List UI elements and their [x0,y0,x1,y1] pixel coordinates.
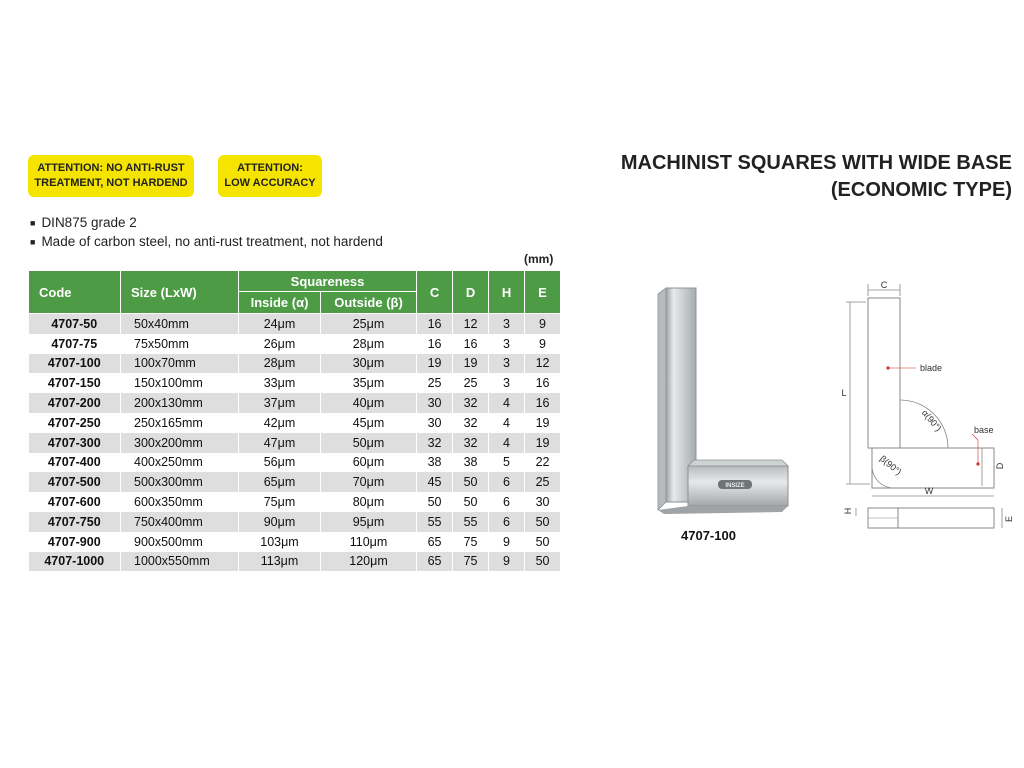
row-d: 50 [453,472,489,492]
square-product-photo [654,284,794,524]
row-h: 6 [489,512,525,532]
row-c: 16 [417,314,453,334]
header-squareness: Squareness [239,271,417,292]
row-code: 4707-600 [29,492,121,512]
row-h: 6 [489,492,525,512]
base-shadow-shape [658,506,788,514]
row-d: 12 [453,314,489,334]
title-line1: MACHINIST SQUARES WITH WIDE BASE [620,152,1012,174]
row-code: 4707-750 [29,512,121,532]
badge-rust-line2: TREATMENT, NOT HARDEND [34,177,188,189]
row-size: 1000x550mm [121,552,239,572]
row-size: 75x50mm [121,334,239,354]
row-c: 16 [417,334,453,354]
row-outside: 70μm [321,472,417,492]
row-c: 65 [417,552,453,572]
row-inside: 65μm [239,472,321,492]
spec-table-body [29,314,561,572]
row-inside: 24μm [239,314,321,334]
header-e: E [525,271,561,314]
row-e: 50 [525,552,561,572]
row-c: 55 [417,512,453,532]
row-size: 300x200mm [121,433,239,453]
blade-label: blade [920,363,943,373]
table-row [29,453,561,473]
row-c: 30 [417,413,453,433]
row-inside: 33μm [239,373,321,393]
row-c: 65 [417,532,453,552]
row-inside: 26μm [239,334,321,354]
row-outside: 25μm [321,314,417,334]
spec-table [28,270,561,571]
row-outside: 35μm [321,373,417,393]
attention-low-accuracy-badge [218,155,322,197]
row-code: 4707-1000 [29,552,121,572]
row-outside: 80μm [321,492,417,512]
row-d: 75 [453,552,489,572]
row-d: 75 [453,532,489,552]
dimension-diagram [832,276,1022,546]
title-line2: (ECONOMIC TYPE) [830,179,1012,201]
table-row [29,532,561,552]
row-e: 9 [525,334,561,354]
badge-rust-line1: ATTENTION: NO ANTI-RUST [37,162,185,174]
row-d: 16 [453,334,489,354]
row-outside: 110μm [321,532,417,552]
dim-h-label: H [843,507,853,515]
row-e: 25 [525,472,561,492]
row-e: 30 [525,492,561,512]
row-outside: 120μm [321,552,417,572]
row-d: 50 [453,492,489,512]
row-code: 4707-900 [29,532,121,552]
row-size: 200x130mm [121,393,239,413]
row-outside: 95μm [321,512,417,532]
row-code: 4707-500 [29,472,121,492]
table-row [29,472,561,492]
row-e: 19 [525,413,561,433]
row-h: 5 [489,453,525,473]
row-size: 900x500mm [121,532,239,552]
table-row [29,492,561,512]
row-code: 4707-150 [29,373,121,393]
table-row [29,393,561,413]
row-h: 6 [489,472,525,492]
row-inside: 103μm [239,532,321,552]
row-e: 50 [525,512,561,532]
row-c: 38 [417,453,453,473]
table-row [29,512,561,532]
row-size: 50x40mm [121,314,239,334]
row-h: 4 [489,413,525,433]
row-code: 4707-400 [29,453,121,473]
row-d: 25 [453,373,489,393]
page-title [621,150,1012,204]
feature-item: ■ Made of carbon steel, no anti-rust treatment, not hardend [30,233,383,252]
row-code: 4707-75 [29,334,121,354]
row-code: 4707-250 [29,413,121,433]
row-code: 4707-100 [29,354,121,374]
row-d: 38 [453,453,489,473]
header-h: H [489,271,525,314]
dim-w-label: W [924,486,934,496]
row-h: 3 [489,354,525,374]
row-e: 50 [525,532,561,552]
header-size: Size (LxW) [121,271,239,314]
row-outside: 28μm [321,334,417,354]
feature-list [30,214,383,252]
table-row [29,373,561,393]
badge-accuracy-line2: LOW ACCURACY [224,177,316,189]
row-size: 400x250mm [121,453,239,473]
row-h: 3 [489,314,525,334]
row-e: 12 [525,354,561,374]
row-inside: 90μm [239,512,321,532]
alpha-label: α(90°) [919,407,944,434]
row-d: 55 [453,512,489,532]
table-row [29,334,561,354]
row-e: 9 [525,314,561,334]
brand-logo-text: INSIZE [725,483,745,489]
row-c: 45 [417,472,453,492]
dim-e-label: E [1004,515,1014,523]
badge-accuracy-line1: ATTENTION: [237,162,303,174]
row-c: 19 [417,354,453,374]
table-row [29,433,561,453]
side-view-base [898,508,994,528]
row-inside: 37μm [239,393,321,413]
dim-d-label: D [995,462,1005,470]
row-d: 32 [453,433,489,453]
table-row [29,354,561,374]
header-outside: Outside (β) [321,292,417,314]
row-e: 19 [525,433,561,453]
row-h: 9 [489,552,525,572]
base-top-shape [688,460,788,466]
row-c: 30 [417,393,453,413]
row-size: 250x165mm [121,413,239,433]
row-inside: 56μm [239,453,321,473]
base-label: base [974,425,994,435]
attention-no-anti-rust-badge [28,155,194,197]
row-size: 100x70mm [121,354,239,374]
table-row [29,314,561,334]
table-row [29,413,561,433]
row-c: 25 [417,373,453,393]
row-inside: 28μm [239,354,321,374]
row-outside: 60μm [321,453,417,473]
row-size: 500x300mm [121,472,239,492]
row-e: 22 [525,453,561,473]
row-outside: 40μm [321,393,417,413]
beta-label: β(90°) [877,453,904,478]
row-h: 3 [489,334,525,354]
dim-l-label: L [841,388,847,398]
header-code: Code [29,271,121,314]
row-h: 4 [489,433,525,453]
row-d: 32 [453,393,489,413]
header-inside: Inside (α) [239,292,321,314]
row-inside: 75μm [239,492,321,512]
row-code: 4707-200 [29,393,121,413]
row-h: 3 [489,373,525,393]
row-code: 4707-300 [29,433,121,453]
header-d: D [453,271,489,314]
feature-item: ■ DIN875 grade 2 [30,214,383,233]
row-code: 4707-50 [29,314,121,334]
row-c: 32 [417,433,453,453]
row-inside: 47μm [239,433,321,453]
row-d: 32 [453,413,489,433]
header-c: C [417,271,453,314]
blade-edge-shape [658,288,666,510]
dim-c-label: C [880,280,888,290]
row-e: 16 [525,373,561,393]
row-outside: 45μm [321,413,417,433]
row-d: 19 [453,354,489,374]
row-inside: 113μm [239,552,321,572]
row-c: 50 [417,492,453,512]
row-h: 4 [489,393,525,413]
row-size: 750x400mm [121,512,239,532]
photo-model-label: 4707-100 [681,528,736,543]
row-h: 9 [489,532,525,552]
diagram-blade [868,298,900,448]
table-row [29,552,561,572]
unit-label: (mm) [524,252,554,266]
row-e: 16 [525,393,561,413]
row-size: 150x100mm [121,373,239,393]
row-size: 600x350mm [121,492,239,512]
row-outside: 30μm [321,354,417,374]
row-inside: 42μm [239,413,321,433]
row-outside: 50μm [321,433,417,453]
